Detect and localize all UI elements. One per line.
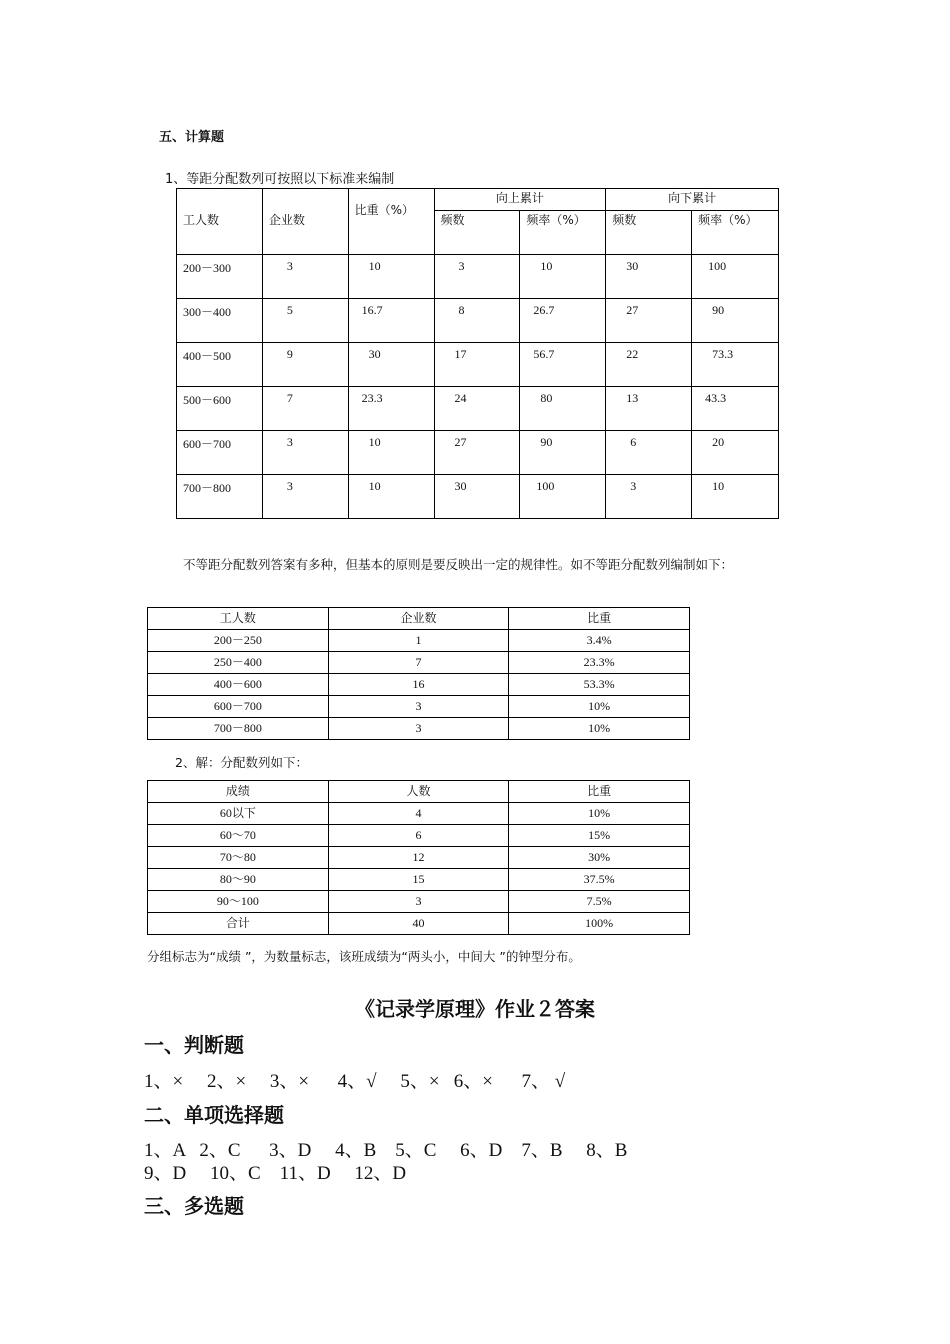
table-row [177, 431, 779, 475]
table-row [177, 299, 779, 343]
cell-up-freq: 17 [434, 343, 520, 387]
cell-count: 3 [328, 891, 509, 913]
cell-up-rate: 100 [520, 475, 606, 519]
cell-score: 70～80 [148, 847, 329, 869]
table-row [148, 825, 690, 847]
cell-weight: 10 [348, 431, 434, 475]
cell-workers: 500－600 [177, 387, 263, 431]
cell-firms: 3 [262, 255, 348, 299]
header-up-rate: 频率（%） [520, 211, 606, 255]
cell-weight: 15% [509, 825, 690, 847]
header-firms: 企业数 [262, 189, 348, 255]
cell-down-freq: 30 [606, 255, 692, 299]
cell-score: 60～70 [148, 825, 329, 847]
cell-up-rate: 90 [520, 431, 606, 475]
cell-firms: 3 [328, 718, 509, 740]
cell-score: 80～90 [148, 869, 329, 891]
cell-up-rate: 80 [520, 387, 606, 431]
question-2-intro: 2、解：分配数列如下： [175, 755, 308, 770]
cell-up-rate: 10 [520, 255, 606, 299]
cell-weight: 3.4% [509, 630, 690, 652]
cell-down-rate: 43.3 [692, 387, 779, 431]
cell-weight: 53.3% [509, 674, 690, 696]
header-workers: 工人数 [148, 608, 329, 630]
cell-up-freq: 30 [434, 475, 520, 519]
cell-weight: 10% [509, 718, 690, 740]
header-up-cumulative: 向上累计 [434, 189, 606, 211]
single-choice-answers-line-1: 1、A 2、C 3、D 4、B 5、C 6、D 7、B 8、B [144, 1140, 628, 1161]
grouping-conclusion: 分组标志为“成绩 ”，为数量标志，该班成绩为“两头小，中间大 ”的钟型分布。 [147, 949, 581, 964]
cell-weight: 37.5% [509, 869, 690, 891]
table-row [148, 696, 690, 718]
cell-weight: 10 [348, 255, 434, 299]
cell-weight: 100% [509, 913, 690, 935]
cell-up-freq: 8 [434, 299, 520, 343]
table-row [148, 652, 690, 674]
section-title-multiple-choice: 三、多选题 [144, 1194, 244, 1218]
cell-workers: 400－500 [177, 343, 263, 387]
cell-workers: 700－800 [148, 718, 329, 740]
cell-score: 60以下 [148, 803, 329, 825]
header-down-rate: 频率（%） [692, 211, 779, 255]
header-down-freq: 频数 [606, 211, 692, 255]
cell-up-freq: 3 [434, 255, 520, 299]
cell-firms: 1 [328, 630, 509, 652]
cell-down-freq: 27 [606, 299, 692, 343]
header-count: 人数 [328, 781, 509, 803]
unequal-interval-note: 不等距分配数列答案有多种，但基本的原则是要反映出一定的规律性。如不等距分配数列编制如下： [183, 557, 734, 572]
table-header-row [148, 781, 690, 803]
table-row [177, 255, 779, 299]
cell-workers: 600－700 [177, 431, 263, 475]
cell-down-freq: 13 [606, 387, 692, 431]
cell-workers: 400－600 [148, 674, 329, 696]
cell-down-rate: 90 [692, 299, 779, 343]
table-row [148, 718, 690, 740]
cell-down-rate: 20 [692, 431, 779, 475]
cell-down-rate: 10 [692, 475, 779, 519]
cell-firms: 3 [328, 696, 509, 718]
table-row [177, 475, 779, 519]
cell-down-freq: 3 [606, 475, 692, 519]
cell-weight: 16.7 [348, 299, 434, 343]
cell-workers: 200－250 [148, 630, 329, 652]
table-row [148, 674, 690, 696]
cell-workers: 250－400 [148, 652, 329, 674]
cell-weight: 23.3 [348, 387, 434, 431]
cell-firms: 3 [262, 475, 348, 519]
table-row [148, 891, 690, 913]
table-header-row [148, 608, 690, 630]
cell-weight: 10% [509, 803, 690, 825]
cell-down-rate: 73.3 [692, 343, 779, 387]
cell-down-freq: 6 [606, 431, 692, 475]
cell-firms: 3 [262, 431, 348, 475]
cell-workers: 300－400 [177, 299, 263, 343]
cell-firms: 9 [262, 343, 348, 387]
table-row [177, 343, 779, 387]
cell-count: 6 [328, 825, 509, 847]
cell-weight: 10% [509, 696, 690, 718]
question-1-intro: 1、等距分配数列可按照以下标准来编制 [165, 172, 395, 187]
header-weight: 比重 [509, 781, 690, 803]
header-down-cumulative: 向下累计 [606, 189, 779, 211]
score-distribution-table [147, 780, 690, 935]
true-false-answers: 1、× 2、× 3、× 4、√ 5、× 6、× 7、 √ [144, 1071, 566, 1092]
cell-firms: 7 [262, 387, 348, 431]
section-title-single-choice: 二、单项选择题 [144, 1103, 284, 1127]
cell-count: 4 [328, 803, 509, 825]
cell-down-rate: 100 [692, 255, 779, 299]
header-weight: 比重 [509, 608, 690, 630]
header-score: 成绩 [148, 781, 329, 803]
cell-up-freq: 24 [434, 387, 520, 431]
table-row [148, 803, 690, 825]
table-row [148, 630, 690, 652]
cell-weight: 10 [348, 475, 434, 519]
equal-interval-table [176, 188, 779, 519]
cell-weight: 23.3% [509, 652, 690, 674]
cell-weight: 30 [348, 343, 434, 387]
cell-down-freq: 22 [606, 343, 692, 387]
cell-firms: 16 [328, 674, 509, 696]
cell-total-label: 合计 [148, 913, 329, 935]
cell-firms: 5 [262, 299, 348, 343]
unequal-interval-table [147, 607, 690, 740]
cell-score: 90～100 [148, 891, 329, 913]
homework-2-title: 《记录学原理》作业２答案 [355, 997, 595, 1021]
cell-count: 12 [328, 847, 509, 869]
section-title-true-false: 一、判断题 [144, 1033, 244, 1057]
header-up-freq: 频数 [434, 211, 520, 255]
cell-weight: 30% [509, 847, 690, 869]
header-weight: 比重（%） [348, 189, 434, 255]
cell-weight: 7.5% [509, 891, 690, 913]
cell-workers: 200－300 [177, 255, 263, 299]
cell-up-rate: 56.7 [520, 343, 606, 387]
single-choice-answers-line-2: 9、D 10、C 11、D 12、D [144, 1163, 407, 1184]
table-row-total [148, 913, 690, 935]
header-firms: 企业数 [328, 608, 509, 630]
cell-firms: 7 [328, 652, 509, 674]
cell-up-rate: 26.7 [520, 299, 606, 343]
cell-workers: 600－700 [148, 696, 329, 718]
header-workers: 工人数 [177, 189, 263, 255]
table-row [148, 847, 690, 869]
cell-workers: 700－800 [177, 475, 263, 519]
table-row [177, 387, 779, 431]
cell-count: 15 [328, 869, 509, 891]
table-row [148, 869, 690, 891]
cell-count: 40 [328, 913, 509, 935]
cell-up-freq: 27 [434, 431, 520, 475]
section-title-calculation: 五、计算题 [159, 130, 225, 145]
